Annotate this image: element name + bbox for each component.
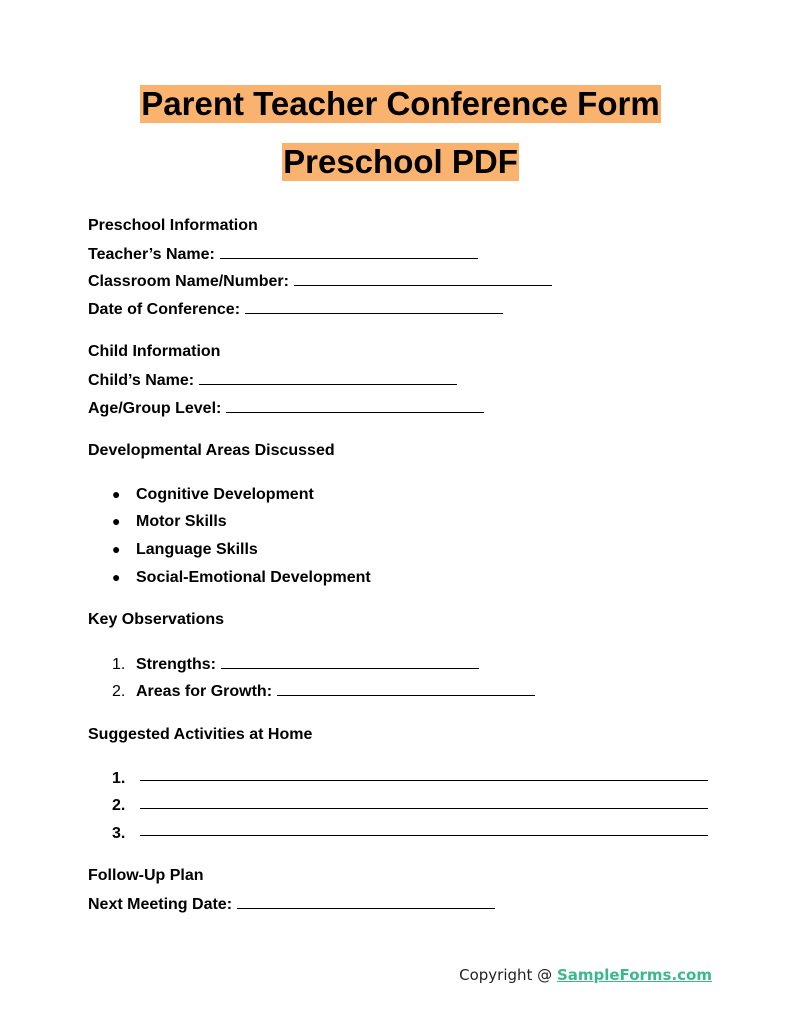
classroom-row [88, 271, 552, 292]
follow-up-heading: Follow-Up Plan [88, 867, 204, 884]
dev-area-cognitive: Cognitive Development [136, 486, 314, 503]
child-name-row [88, 370, 457, 391]
bullet-icon: ● [112, 569, 121, 585]
age-group-field[interactable] [226, 398, 484, 413]
child-name-field[interactable] [199, 370, 457, 385]
copyright-text: Copyright @ [459, 966, 557, 984]
copyright-footer [459, 966, 712, 984]
growth-label: Areas for Growth: [136, 683, 273, 700]
preschool-info-heading: Preschool Information [88, 217, 258, 234]
site-link[interactable]: SampleForms.com [556, 966, 712, 984]
document-title-line-2: Preschool PDF [283, 143, 518, 180]
dev-area-motor: Motor Skills [136, 513, 227, 530]
next-meeting-row [88, 894, 495, 915]
activity-number-2: 2. [112, 797, 126, 814]
activity-number-3: 3. [112, 825, 126, 842]
observations-heading: Key Observations [88, 611, 225, 628]
title-line-2-wrap [0, 143, 801, 181]
child-info-heading: Child Information [88, 343, 221, 360]
dev-area-social-emotional: Social-Emotional Development [136, 569, 371, 586]
list-item [112, 511, 227, 532]
activity-field-3[interactable] [140, 835, 708, 836]
teacher-name-field[interactable] [220, 244, 478, 259]
list-item [112, 539, 258, 560]
title-line-1-wrap [0, 85, 801, 123]
classroom-label: Classroom Name/Number: [88, 273, 289, 290]
bullet-icon: ● [112, 486, 121, 502]
activity-field-2[interactable] [140, 808, 708, 809]
bullet-icon: ● [112, 541, 121, 557]
age-group-row [88, 398, 484, 419]
document-title-line-1: Parent Teacher Conference Form [141, 85, 660, 122]
strengths-row [112, 654, 479, 675]
activity-number-1: 1. [112, 770, 126, 787]
list-number: 2. [112, 683, 126, 700]
strengths-label: Strengths: [136, 656, 216, 673]
next-meeting-label: Next Meeting Date: [88, 896, 233, 913]
activities-heading: Suggested Activities at Home [88, 726, 313, 743]
growth-row [112, 681, 535, 702]
activity-field-1[interactable] [140, 780, 708, 781]
growth-field[interactable] [277, 681, 535, 696]
age-group-label: Age/Group Level: [88, 400, 222, 417]
list-item [112, 567, 371, 588]
teacher-name-row [88, 244, 478, 265]
child-name-label: Child’s Name: [88, 372, 195, 389]
teacher-name-label: Teacher’s Name: [88, 246, 215, 263]
strengths-field[interactable] [221, 654, 479, 669]
bullet-icon: ● [112, 513, 121, 529]
next-meeting-field[interactable] [237, 894, 495, 909]
list-number: 1. [112, 656, 126, 673]
conference-date-field[interactable] [245, 299, 503, 314]
classroom-field[interactable] [294, 271, 552, 286]
list-item [112, 484, 314, 505]
dev-area-language: Language Skills [136, 541, 258, 558]
developmental-heading: Developmental Areas Discussed [88, 442, 335, 459]
conference-date-row [88, 299, 503, 320]
conference-date-label: Date of Conference: [88, 301, 241, 318]
